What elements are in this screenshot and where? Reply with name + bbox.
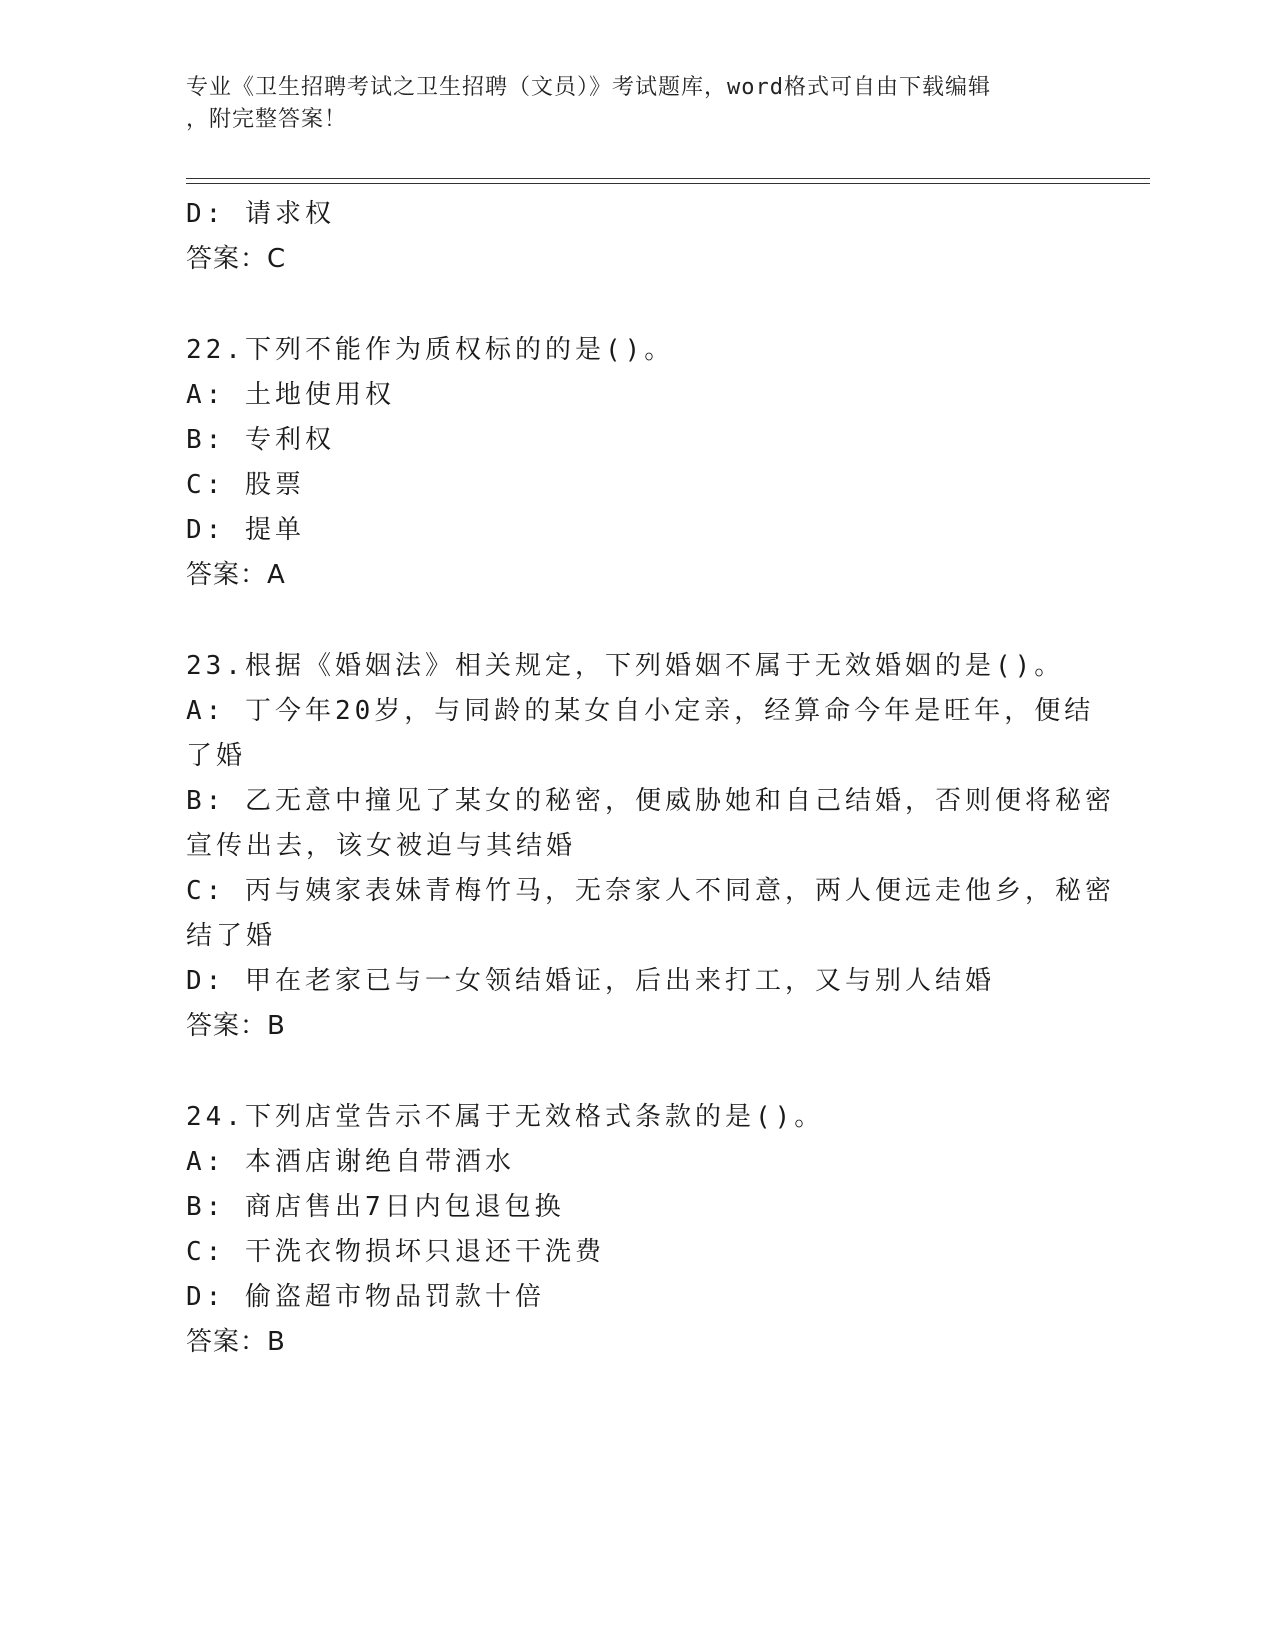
question-block-23 (186, 644, 1115, 1049)
option-c: C: 干洗衣物损坏只退还干洗费 (186, 1237, 605, 1267)
option-b: B: 商店售出7日内包退包换 (186, 1192, 565, 1222)
question-gap (186, 282, 1086, 328)
answer-line: 答案：B (186, 1011, 286, 1041)
option-d: D: 请求权 (186, 199, 335, 229)
option-c: C: 丙与姨家表妹青梅竹马，无奈家人不同意，两人便远走他乡，秘密 (186, 876, 1115, 906)
option-b-continued: 宣传出去，该女被迫与其结婚 (186, 831, 577, 861)
option-a-continued: 了婚 (186, 741, 247, 771)
header-divider-top (186, 178, 1150, 179)
option-a: A: 本酒店谢绝自带酒水 (186, 1147, 515, 1177)
option-d: D: 甲在老家已与一女领结婚证，后出来打工，又与别人结婚 (186, 966, 995, 996)
header-line-1: 专业《卫生招聘考试之卫生招聘（文员）》考试题库，word格式可自由下载编辑 (186, 75, 991, 100)
option-b: B: 乙无意中撞见了某女的秘密，便威胁她和自己结婚，否则便将秘密 (186, 786, 1115, 816)
question-title: 23.根据《婚姻法》相关规定，下列婚姻不属于无效婚姻的是()。 (186, 651, 1065, 681)
option-c: C: 股票 (186, 470, 305, 500)
answer-line: 答案：B (186, 1327, 286, 1357)
question-list (186, 192, 1115, 1365)
option-d: D: 提单 (186, 515, 305, 545)
question-title: 22.下列不能作为质权标的的是()。 (186, 335, 675, 365)
option-a: A: 土地使用权 (186, 380, 395, 410)
header-divider-bottom (186, 183, 1150, 184)
question-block-24 (186, 1095, 1086, 1365)
document-header (186, 72, 1066, 136)
question-gap (186, 598, 1086, 644)
question-title: 24.下列店堂告示不属于无效格式条款的是()。 (186, 1102, 825, 1132)
header-line-2: ，附完整答案！ (186, 107, 348, 132)
option-d: D: 偷盗超市物品罚款十倍 (186, 1282, 545, 1312)
question-gap (186, 1049, 1086, 1095)
option-c-continued: 结了婚 (186, 921, 277, 951)
option-b: B: 专利权 (186, 425, 335, 455)
answer-line: 答案：A (186, 560, 286, 590)
answer-line: 答案：C (186, 244, 287, 274)
question-block-22 (186, 328, 1086, 598)
option-a: A: 丁今年20岁，与同龄的某女自小定亲，经算命今年是旺年，便结 (186, 696, 1095, 726)
